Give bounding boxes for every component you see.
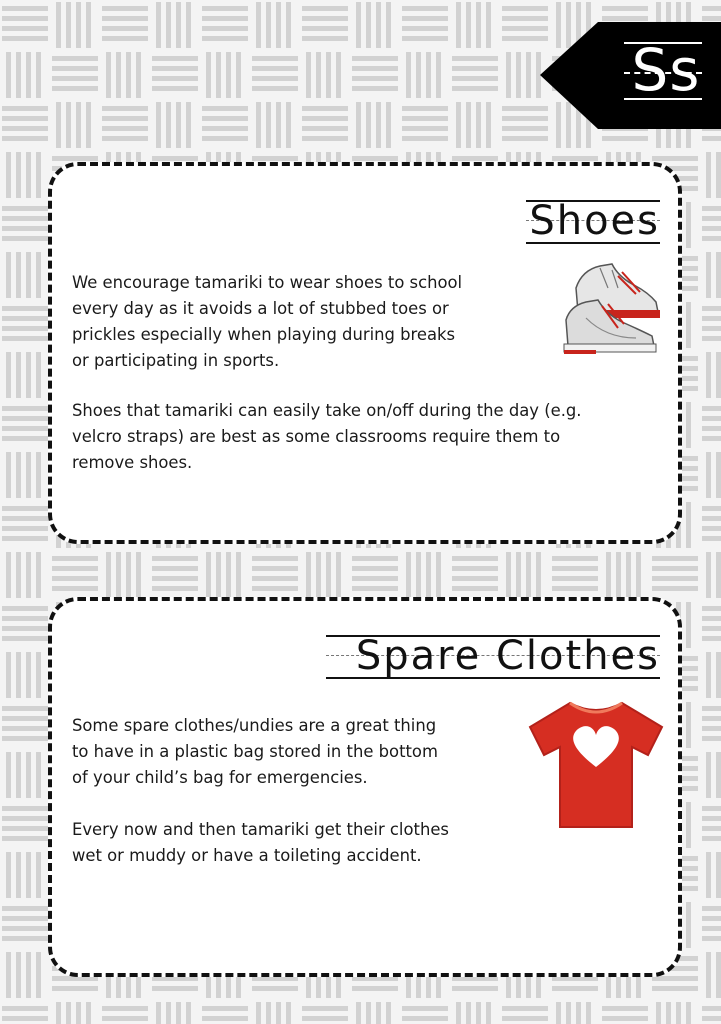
letter-label: Ss: [631, 36, 701, 104]
spare-clothes-paragraph-2: Every now and then tamariki get their clothes wet or muddy or have a toileting accident.: [72, 820, 449, 865]
spare-clothes-text-2: [72, 817, 532, 869]
sneakers-icon: [556, 258, 668, 358]
spare-clothes-card: [48, 597, 682, 977]
spare-clothes-text: [72, 713, 532, 791]
shoes-paragraph-2: Shoes that tamariki can easily take on/off during the day (e.g. velcro straps) are best as some classrooms require them to remove shoes.: [72, 401, 582, 472]
shoes-paragraph-1: We encourage tamariki to wear shoes to school every day as it avoids a lot of stubbed toes or prickles especially when playing during breaks or participating in sports.: [72, 273, 463, 370]
spare-clothes-paragraph-1: Some spare clothes/undies are a great thing to have in a plastic bag stored in the bottom of your child’s bag for emergencies.: [72, 716, 438, 787]
shoes-heading: Shoes: [529, 198, 660, 244]
letter-tab: [540, 22, 721, 129]
spare-clothes-heading-wrap: [280, 631, 660, 683]
tshirt-heart-icon: [526, 697, 666, 833]
spare-clothes-heading: Spare Clothes: [355, 633, 660, 679]
shoes-heading-wrap: [400, 196, 660, 248]
shoes-text: [72, 270, 532, 374]
shoes-card: [48, 162, 682, 544]
shoes-text-2: [72, 398, 662, 476]
